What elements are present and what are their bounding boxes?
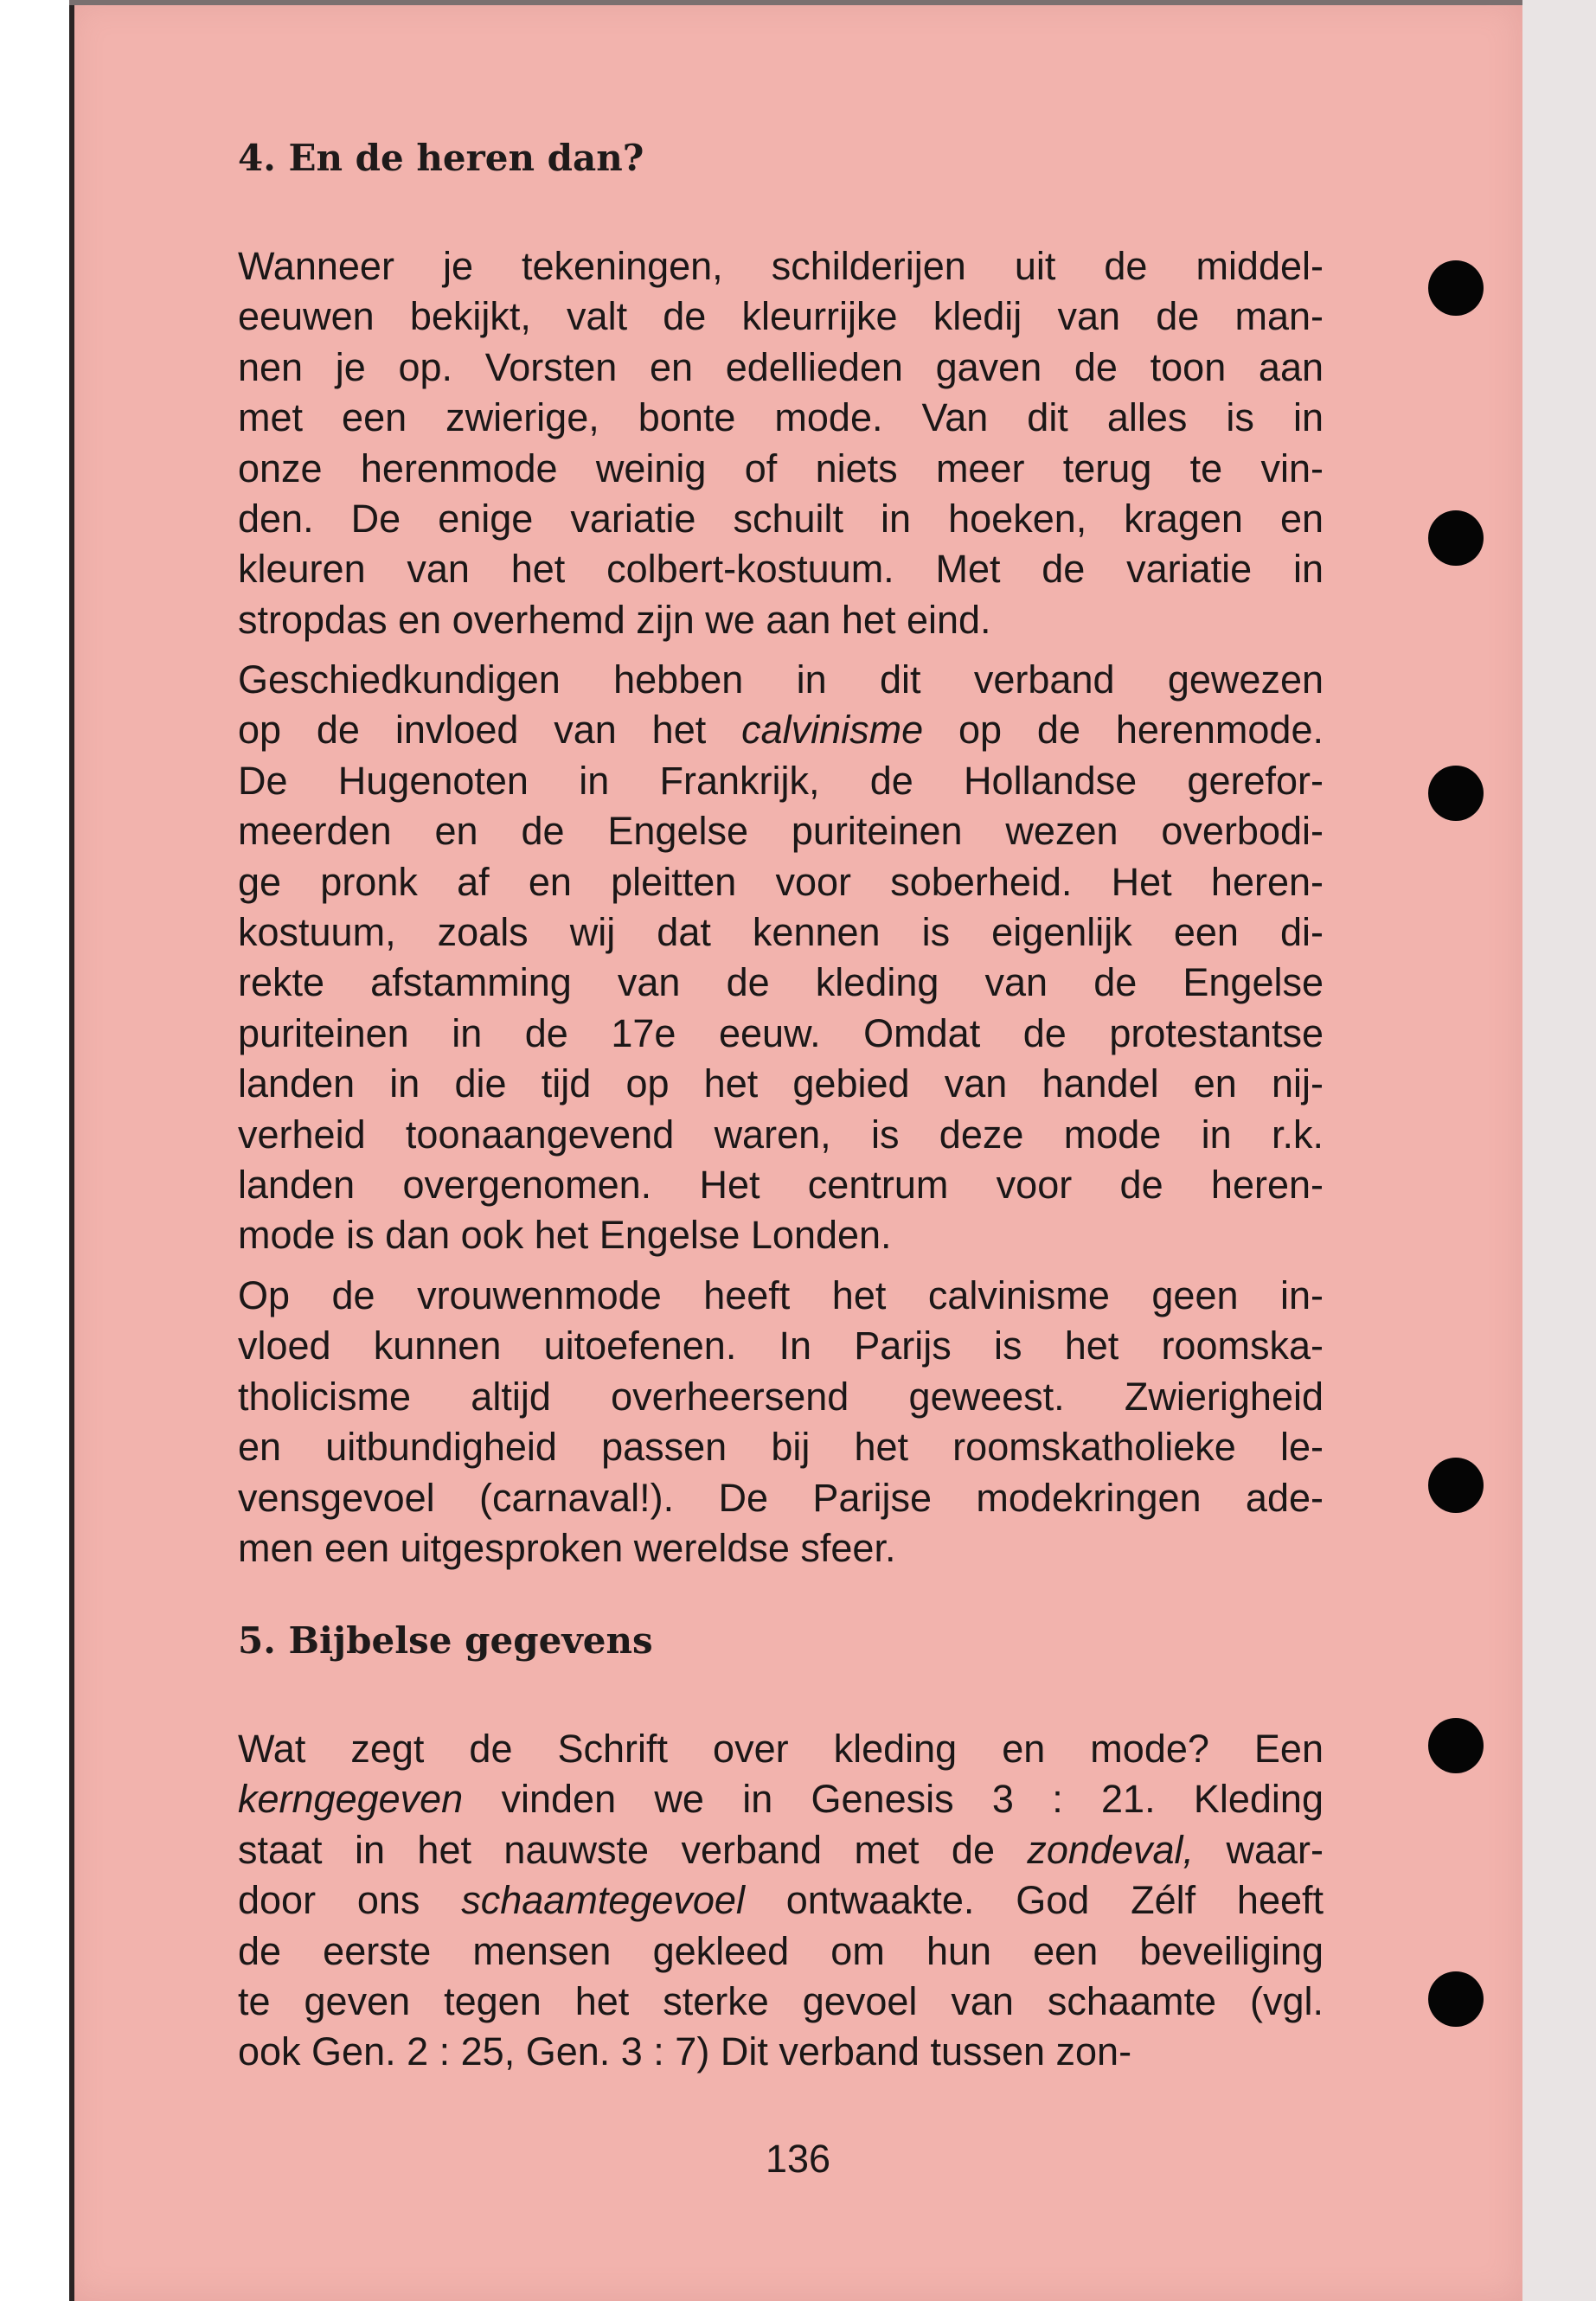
paragraph-4-3 [238,1271,1324,1574]
italic-text: schaamtegevoel [461,1878,745,1923]
text-line [238,1473,1324,1523]
text-run: Wanneer je tekeningen, schilderijen uit de middel- [238,244,1324,288]
text-line [238,857,1324,907]
text-run: puriteinen in de 17e eeuw. Omdat de protestantse [238,1010,1324,1055]
text-line [238,2027,1324,2077]
text-line [238,655,1324,705]
text-line [238,1059,1324,1109]
text-run: den. De enige variatie schuilt in hoeken, kragen en [238,496,1324,541]
text-line [238,1977,1324,2027]
text-line [238,494,1324,544]
text-run: verheid toonaangevend waren, is deze mode in r.k. [238,1112,1324,1157]
text-run: vloed kunnen uitoefenen. In Parijs is het roomska- [238,1324,1324,1368]
text-line [238,1875,1324,1926]
text-run: de eerste mensen gekleed om hun een beveiliging [238,1928,1324,1973]
italic-text: zondeval, [1027,1827,1195,1872]
page-top-edge [69,0,1522,5]
text-run: mode is dan ook het Engelse Londen. [238,1213,892,1258]
text-run: te geven tegen het sterke gevoel van schaamte (vgl. [238,1978,1324,2023]
text-line [238,1009,1324,1059]
text-run: meerden en de Engelse puriteinen wezen overbodi- [238,809,1324,854]
paragraph-5-1 [238,1724,1324,2078]
punch-hole [1428,1718,1484,1773]
text-run: eeuwen bekijkt, valt de kleurrijke kledij van de man- [238,294,1324,339]
punch-hole [1428,766,1484,821]
text-line [238,1523,1324,1574]
punch-hole [1428,510,1484,566]
text-run: ook Gen. 2 : 25, Gen. 3 : 7) Dit verband tussen zon- [238,2029,1132,2074]
punch-hole [1428,1458,1484,1513]
text-run: stropdas en overhemd zijn we aan het eind. [238,597,991,642]
text-line [238,806,1324,856]
text-run: op de herenmode. [923,708,1324,753]
italic-text: calvinisme [741,708,924,753]
text-line [238,1724,1324,1774]
text-run: nen je op. Vorsten en edellieden gaven de toon aan [238,344,1324,389]
text-line [238,907,1324,958]
text-run: met een zwierige, bonte mode. Van dit alles is in [238,395,1324,440]
text-run: Geschiedkundigen hebben in dit verband gewezen [238,657,1324,702]
text-line [238,1825,1324,1875]
paragraph-4-2 [238,655,1324,1261]
text-run: landen in die tijd op het gebied van handel en nij- [238,1061,1324,1106]
text-run: door ons [238,1878,462,1923]
text-run: men een uitgesproken wereldse sfeer. [238,1525,896,1570]
text-line [238,343,1324,393]
text-line [238,1926,1324,1977]
text-line [238,595,1324,645]
text-run: kostuum, zoals wij dat kennen is eigenlijk een di- [238,909,1324,954]
text-run: waar- [1194,1827,1324,1872]
section-heading-4: 4. En de heren dan? [238,137,644,179]
paragraph-4-1 [238,241,1324,645]
text-line [238,756,1324,806]
text-line [238,444,1324,494]
text-line [238,1160,1324,1210]
text-line [238,1271,1324,1321]
page-number: 136 [765,2137,831,2181]
text-run: vinden we in Genesis 3 : 21. Kleding [463,1777,1324,1822]
punch-hole [1428,1971,1484,2027]
text-run: op de invloed van het [238,708,742,753]
text-line [238,544,1324,594]
text-line [238,1110,1324,1160]
text-run: tholicisme altijd overheersend geweest. Zwierigheid [238,1374,1324,1419]
text-run: onze herenmode weinig of niets meer terug te vin- [238,445,1324,490]
text-line [238,958,1324,1008]
text-run: Wat zegt de Schrift over kleding en mode? Een [238,1727,1324,1771]
italic-text: kerngegeven [238,1777,464,1822]
text-run: kleuren van het colbert-kostuum. Met de variatie in [238,547,1324,592]
scan-margin [1522,0,1596,2301]
text-run: ontwaakte. God Zélf heeft [744,1878,1324,1923]
text-line [238,292,1324,342]
text-run: rekte afstamming van de kleding van de Engelse [238,960,1324,1005]
text-line [238,1774,1324,1824]
page-left-edge [69,0,74,2301]
text-line [238,393,1324,443]
text-run: landen overgenomen. Het centrum voor de heren- [238,1162,1324,1207]
text-run: en uitbundigheid passen bij het roomskatholieke le- [238,1425,1324,1470]
text-line [238,1422,1324,1472]
text-run: vensgevoel (carnaval!). De Parijse modekringen ade- [238,1475,1324,1520]
text-run: Op de vrouwenmode heeft het calvinisme geen in- [238,1273,1324,1317]
text-line [238,1321,1324,1371]
text-run: ge pronk af en pleitten voor soberheid. Het heren- [238,859,1324,904]
section-heading-5: 5. Bijbelse gegevens [238,1619,653,1662]
text-line [238,705,1324,755]
text-run: De Hugenoten in Frankrijk, de Hollandse gerefor- [238,758,1324,803]
text-line [238,241,1324,292]
text-line [238,1372,1324,1422]
text-run: staat in het nauwste verband met de [238,1827,1028,1872]
text-line [238,1210,1324,1260]
punch-hole [1428,260,1484,316]
